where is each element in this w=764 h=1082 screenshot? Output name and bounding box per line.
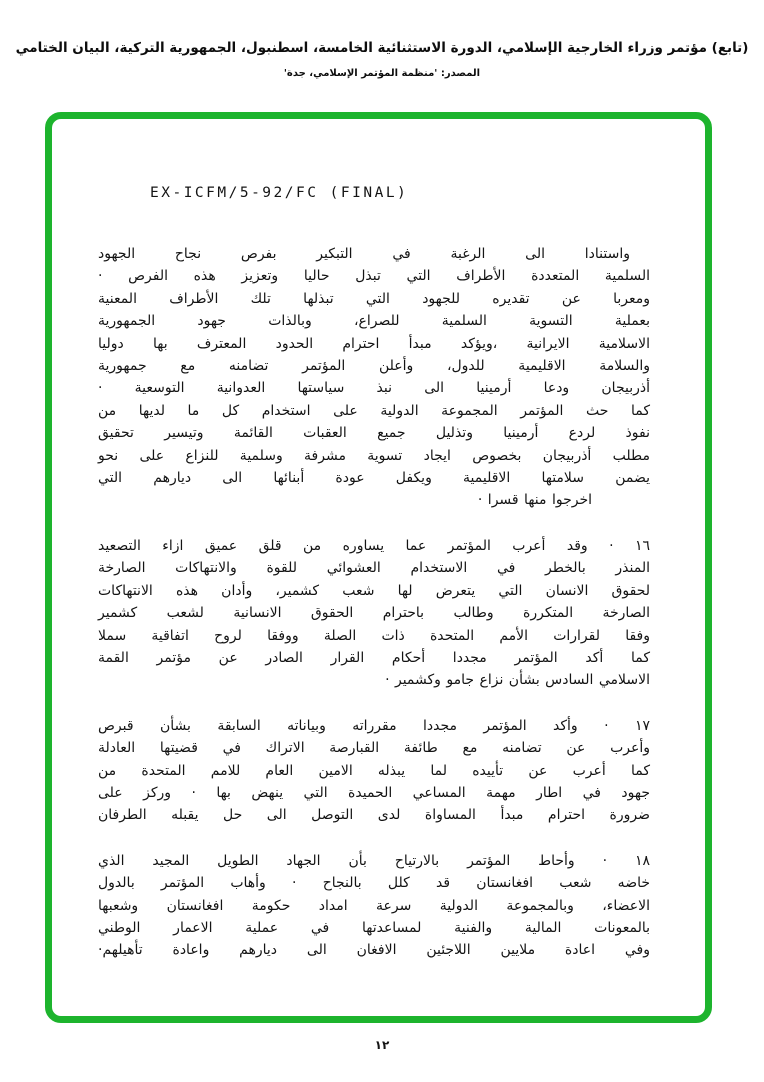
page-number: ١٢ (374, 1038, 390, 1052)
page-header (0, 40, 764, 79)
text-line: وأعرب عن تضامنه مع طائفة القبارصة الاتراك في قضيتها العادلة (98, 740, 650, 757)
text-line: الاسلامية الايرانية ،ويؤكد مبدأ احترام الحدود المعترف بها دوليا (98, 335, 650, 352)
page-header-source: المصدر: 'منظمة المؤتمر الإسلامي، جدة' (283, 68, 481, 79)
paragraph-continuation (98, 243, 650, 512)
text-line: ١٧ · وأكد المؤتمر مجددا مقرراته وبياناته السابقة بشأن قبرص (98, 717, 650, 734)
text-line: السلمية المتعددة الأطراف التي تبذل حاليا وتعزيز هذه الفرص · (98, 268, 650, 285)
page-header-title: (تابع) مؤتمر وزراء الخارجية الإسلامي، الدورة الاستثنائية الخامسة، اسطنبول، الجمهورية التركية، البيان الختامي (15, 40, 749, 56)
text-line: واستنادا الى الرغبة في التبكير بفرص نجاح الجهود (98, 246, 630, 262)
text-line: كما أكد المؤتمر مجددا أحكام القرار الصادر عن مؤتمر القمة (98, 649, 650, 666)
text-line: ومعربا عن تقديره للجهود التي تبذلها تلك الأطراف المعنية (98, 290, 650, 307)
text-line: مطلب أذربيجان بخصوص ايجاد تسوية مشرفة وسلمية للنزاع على نحو (98, 447, 650, 464)
text-line: بالمعونات المالية والفنية لمساعدتها في عملية الاعمار الوطني (98, 919, 650, 936)
text-line: أذربيجان ودعا أرمينيا الى نبذ سياستها العدوانية التوسعية · (98, 380, 650, 397)
text-line: ١٦ · وقد أعرب المؤتمر عما يساوره من قلق عميق ازاء التصعيد (98, 537, 650, 554)
text-line: بعملية التسوية السلمية للصراع، وبالذات جهود الجمهورية (98, 313, 650, 330)
text-line: والسلامة الاقليمية للدول، وأعلن المؤتمر تضامنه مع جمهورية (98, 358, 650, 375)
text-line: كما أعرب عن تأييده لما يبذله الامين العام للامم المتحدة من (98, 762, 650, 779)
text-line: اخرجوا منها قسرا · (477, 492, 592, 509)
text-line: يضمن سلامتها الاقليمية ويكفل عودة أبنائها الى ديارهم التي (98, 470, 650, 487)
text-line: كما حث المؤتمر المجموعة الدولية على استخدام كل ما لديها من (98, 402, 650, 419)
paragraph-١٧ (98, 715, 650, 827)
text-line: الاسلامي السادس بشأن نزاع جامو وكشمير · (385, 672, 650, 689)
document-frame (45, 112, 712, 1023)
text-line: الصارخة المتكررة وطالب باحترام الحقوق الانسانية لشعب كشمير (98, 605, 650, 622)
text-line: الاعضاء، وبالمجموعة الدولية سرعة امداد حكومة افغانستان وشعبها (98, 897, 650, 914)
text-line: ضرورة احترام مبدأ المساواة لدى التوصل الى حل يقبله الطرفان (98, 807, 650, 824)
document-reference-code: EX-ICFM/5-92/FC (FINAL) (150, 185, 409, 201)
text-line: نفوذ لردع أرمينيا وتذليل جميع العقبات القائمة وتيسير تحقيق (98, 425, 650, 442)
text-line: وفقا لقرارات الأمم المتحدة ذات الصلة ووفقا لروح اتفاقية سملا (98, 627, 650, 644)
paragraph-١٦ (98, 535, 650, 692)
text-line: وفي اعادة ملايين اللاجئين الافغان الى ديارهم واعادة تأهيلهم· (98, 942, 650, 959)
text-line: ١٨ · وأحاط المؤتمر بالارتياح بأن الجهاد الطويل المجيد الذي (98, 852, 650, 869)
text-line: لحقوق الانسان التي يتعرض لها شعب كشمير، وأدان هذه الانتهاكات (98, 582, 650, 599)
paragraph-١٨ (98, 850, 650, 962)
text-line: المنذر بالخطر في الاستخدام العشوائي للقوة والانتهاكات الصارخة (98, 560, 650, 577)
text-line: جهود في اطار مهمة المساعي الحميدة التي ينهض بها · وركز على (98, 784, 650, 801)
document-body (98, 243, 650, 985)
text-line: خاضه شعب افغانستان قد كلل بالنجاح · وأهاب المؤتمر بالدول (98, 875, 650, 892)
